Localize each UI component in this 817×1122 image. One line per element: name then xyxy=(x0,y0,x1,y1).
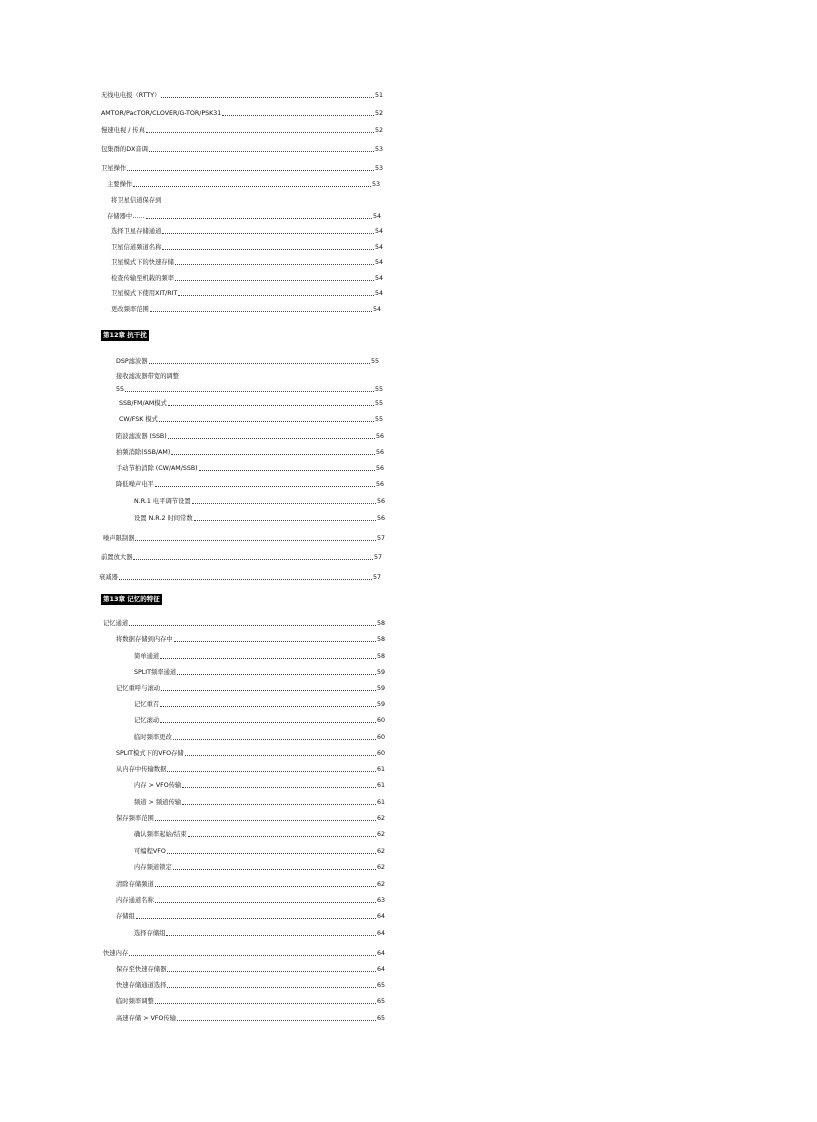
toc-entry xyxy=(116,371,381,381)
toc-entry xyxy=(119,414,383,424)
leader-dots xyxy=(167,971,376,972)
leader-dots xyxy=(168,405,374,406)
leader-dots xyxy=(192,503,376,504)
leader-dots xyxy=(149,363,370,364)
leader-dots xyxy=(167,853,376,854)
leader-dots xyxy=(149,151,374,152)
toc-entry xyxy=(119,398,383,408)
leader-dots xyxy=(135,540,376,541)
toc-entry xyxy=(111,195,383,205)
toc-entry xyxy=(134,651,385,661)
toc-entry-title: 确认频率起始/结束 xyxy=(134,831,187,838)
toc-entry-page: 54 xyxy=(374,275,383,282)
toc-entry-title: 卫星操作 xyxy=(101,165,127,172)
toc-entry-title: AMTOR/PacTOR/CLOVER/G-TOR/PSK31 xyxy=(101,110,222,117)
toc-entry xyxy=(134,667,385,677)
toc-entry-title: 简单通道 xyxy=(134,653,160,660)
toc-entry-title: 快速内存 xyxy=(103,950,129,957)
leader-dots xyxy=(222,115,374,116)
toc-entry xyxy=(116,634,385,644)
toc-entry-page: 65 xyxy=(376,982,385,989)
leader-dots xyxy=(155,820,376,821)
leader-dots xyxy=(185,755,376,756)
toc-entry xyxy=(116,1013,385,1023)
toc-entry-title: 记忆重呼与滚动 xyxy=(116,685,161,692)
leader-dots xyxy=(161,97,374,98)
leader-dots xyxy=(136,918,376,919)
leader-dots xyxy=(182,804,376,805)
toc-entry-title: 噪声限制器 xyxy=(103,535,135,542)
leader-dots xyxy=(177,1020,376,1021)
toc-entry-page: 61 xyxy=(376,782,385,789)
toc-entry-page: 62 xyxy=(376,831,385,838)
toc-entry-title: 存储器中…… xyxy=(107,213,145,220)
leader-dots xyxy=(173,869,376,870)
toc-entry-title: 内存通道名称 xyxy=(116,897,154,904)
toc-entry-title: 接收滤波器带宽的调整 xyxy=(116,373,179,380)
toc-entry-page: 57 xyxy=(373,554,382,561)
toc-entry-title: 卫星模式下的快速存储 xyxy=(111,259,174,266)
toc-entry-page: 52 xyxy=(374,110,383,117)
toc-entry-title: 记忆通道 xyxy=(103,620,129,627)
toc-entry-title: 卫星模式下使用XIT/RIT xyxy=(111,290,178,297)
toc-entry xyxy=(116,356,379,366)
toc-entry-page: 64 xyxy=(376,930,385,937)
leader-dots xyxy=(175,280,374,281)
toc-entry-title: CW/FSK 模式 xyxy=(119,416,158,423)
toc-entry-title: 更改频率范围 xyxy=(111,306,149,313)
toc-entry xyxy=(103,533,385,543)
toc-entry xyxy=(134,496,385,506)
toc-entry xyxy=(134,846,385,856)
toc-entry xyxy=(134,732,385,742)
toc-entry-page: 52 xyxy=(374,127,383,134)
leader-dots xyxy=(129,955,376,956)
toc-entry-title: 主要操作 xyxy=(107,181,133,188)
toc-entry-page: 55 xyxy=(374,416,383,423)
toc-entry-page: 61 xyxy=(376,766,385,773)
toc-entry xyxy=(111,226,383,236)
toc-entry-page: 62 xyxy=(376,815,385,822)
leader-dots xyxy=(174,641,376,642)
toc-entry-title: SPLIT频率通道 xyxy=(134,669,177,676)
toc-entry xyxy=(111,273,383,283)
toc-entry-title: 可编程VFO xyxy=(134,848,166,855)
toc-entry-page: 65 xyxy=(376,1015,385,1022)
toc-entry-page: 61 xyxy=(376,799,385,806)
toc-entry xyxy=(111,257,383,267)
toc-entry-page: 57 xyxy=(372,574,381,581)
toc-entry-page: 64 xyxy=(376,913,385,920)
toc-entry-page: 64 xyxy=(376,950,385,957)
toc-entry-page: 56 xyxy=(376,515,385,522)
toc-entry-title: SSB/FM/AM模式 xyxy=(119,400,167,407)
leader-dots xyxy=(167,987,376,988)
toc-entry-title: 保存频率范围 xyxy=(116,815,154,822)
toc-entry-title: 卫星信道频道名称 xyxy=(111,244,162,251)
toc-entry-page: 60 xyxy=(376,750,385,757)
toc-entry xyxy=(99,572,381,582)
toc-entry-title: 陷波滤波器 (SSB) xyxy=(116,433,167,440)
toc-entry-title: 选择存储组 xyxy=(134,930,166,937)
leader-dots xyxy=(171,454,375,455)
toc-entry xyxy=(116,431,384,441)
toc-entry xyxy=(116,384,383,394)
toc-entry xyxy=(116,996,385,1006)
leader-dots xyxy=(133,186,371,187)
toc-entry xyxy=(111,304,381,314)
toc-entry-page: 56 xyxy=(375,481,384,488)
leader-dots xyxy=(127,170,374,171)
toc-entry-title: 存储组 xyxy=(116,913,135,920)
toc-entry-title: 设置 N.R.2 时间常数 xyxy=(134,515,193,522)
toc-entry-title: 检查传输至机载的频率 xyxy=(111,275,174,282)
toc-entry-title: 高速存储 > VFO传输 xyxy=(116,1015,176,1022)
toc-entry-page: 59 xyxy=(376,701,385,708)
toc-entry-title: 55 xyxy=(116,386,125,393)
toc-entry-title: 降低噪声电平 xyxy=(116,481,154,488)
leader-dots xyxy=(155,886,376,887)
toc-entry-page: 54 xyxy=(374,228,383,235)
toc-entry-page: 53 xyxy=(374,165,383,172)
toc-entry-page: 53 xyxy=(374,146,383,153)
toc-entry-title: N.R.1 电平调节设置 xyxy=(134,498,191,505)
toc-entry-page: 58 xyxy=(376,636,385,643)
toc-entry xyxy=(134,928,385,938)
toc-entry-title: 内存 > VFO传输 xyxy=(134,782,182,789)
leader-dots xyxy=(160,722,376,723)
toc-entry xyxy=(107,179,380,189)
leader-dots xyxy=(162,249,374,250)
toc-entry xyxy=(134,699,385,709)
leader-dots xyxy=(168,438,375,439)
toc-entry xyxy=(134,862,385,872)
toc-entry-page: 56 xyxy=(375,465,384,472)
toc-entry xyxy=(134,829,385,839)
toc-entry-page: 60 xyxy=(376,717,385,724)
toc-entry-page: 62 xyxy=(376,848,385,855)
toc-entry-page: 55 xyxy=(370,358,379,365)
leader-dots xyxy=(155,486,375,487)
toc-entry-page: 59 xyxy=(376,685,385,692)
leader-dots xyxy=(161,690,376,691)
leader-dots xyxy=(182,787,376,788)
toc-entry xyxy=(134,780,385,790)
toc-entry xyxy=(116,479,384,489)
toc-entry-title: 临时频率更改 xyxy=(134,734,172,741)
toc-entry-title: 快速存储通道选择 xyxy=(116,982,167,989)
toc-entry-page: 51 xyxy=(374,92,383,99)
toc-entry-title: 无线电电报（RTTY） xyxy=(101,92,161,99)
toc-entry-page: 56 xyxy=(376,498,385,505)
toc-entry-title: 将卫星信道保存到 xyxy=(111,197,162,204)
toc-entry-title: 前置放大器 xyxy=(101,554,133,561)
toc-entry-page: 54 xyxy=(372,306,381,313)
toc-entry-title: 从内存中传输数据 xyxy=(116,766,167,773)
toc-entry xyxy=(116,463,384,473)
toc-entry xyxy=(116,764,385,774)
toc-entry-title: 慢速电视 / 传真 xyxy=(101,127,145,134)
toc-entry-page: 53 xyxy=(371,181,380,188)
leader-dots xyxy=(146,218,372,219)
toc-entry xyxy=(116,964,385,974)
toc-entry xyxy=(111,288,383,298)
toc-entry xyxy=(116,911,385,921)
chapter-heading: 第12章 抗干扰 xyxy=(103,331,147,339)
toc-entry-page: 56 xyxy=(375,449,384,456)
leader-dots xyxy=(167,771,376,772)
chapter-heading: 第13章 记忆的特征 xyxy=(103,595,160,603)
toc-entry-title: 频道 > 频道传输 xyxy=(134,799,182,806)
leader-dots xyxy=(166,935,376,936)
toc-entry-page: 63 xyxy=(376,897,385,904)
toc-entry xyxy=(103,618,385,628)
toc-entry xyxy=(101,90,383,100)
toc-entry-title: 手动节拍消除 (CW/AM/SSB) xyxy=(116,465,198,472)
leader-dots xyxy=(162,233,374,234)
toc-entry xyxy=(134,513,385,523)
toc-entry xyxy=(111,242,383,252)
toc-entry xyxy=(116,980,385,990)
toc-entry xyxy=(116,813,385,823)
leader-dots xyxy=(175,264,374,265)
toc-entry-page: 54 xyxy=(374,290,383,297)
toc-entry-page: 59 xyxy=(376,669,385,676)
toc-entry-title: 衰减器 xyxy=(99,574,118,581)
toc-entry-title: 将数据存储到内存中 xyxy=(116,636,173,643)
toc-entry xyxy=(101,163,383,173)
toc-entry-page: 56 xyxy=(375,433,384,440)
toc-entry-page: 64 xyxy=(376,966,385,973)
toc-entry-page: 55 xyxy=(374,400,383,407)
toc-entry-page: 65 xyxy=(376,998,385,1005)
toc-entry xyxy=(134,715,385,725)
toc-entry-title: 记忆重召 xyxy=(134,701,160,708)
toc-entry-title: SPLIT模式下的VFO存储 xyxy=(116,750,184,757)
leader-dots xyxy=(160,658,376,659)
leader-dots xyxy=(173,739,376,740)
toc-entry xyxy=(107,211,381,221)
toc-entry-page: 55 xyxy=(374,386,383,393)
leader-dots xyxy=(177,674,376,675)
toc-entry xyxy=(116,879,385,889)
toc-entry xyxy=(116,895,385,905)
toc-entry xyxy=(101,144,383,154)
leader-dots xyxy=(129,625,376,626)
leader-dots xyxy=(146,132,374,133)
toc-entry-title: 包集群的DX音调 xyxy=(101,146,148,153)
leader-dots xyxy=(160,706,376,707)
toc-entry xyxy=(101,552,382,562)
toc-entry-title: 临时频率调整 xyxy=(116,998,154,1005)
toc-entry xyxy=(101,108,383,118)
toc-entry xyxy=(116,683,385,693)
toc-entry-page: 62 xyxy=(376,864,385,871)
toc-entry-page: 58 xyxy=(376,620,385,627)
toc-entry xyxy=(116,447,384,457)
leader-dots xyxy=(150,311,372,312)
leader-dots xyxy=(125,391,374,392)
toc-entry-title: 选择卫星存储通道 xyxy=(111,228,162,235)
leader-dots xyxy=(178,295,374,296)
leader-dots xyxy=(194,520,376,521)
toc-entry-page: 57 xyxy=(376,535,385,542)
toc-entry-title: 记忆滚动 xyxy=(134,717,160,724)
toc-entry-title: 拍频消除(SSB/AM) xyxy=(116,449,171,456)
toc-entry-title: DSP滤波器 xyxy=(116,358,148,365)
toc-entry-title: 保存至快速存储器 xyxy=(116,966,167,973)
toc-entry-title: 内存频道锁定 xyxy=(134,864,172,871)
toc-entry xyxy=(103,948,385,958)
toc-entry-page: 54 xyxy=(374,244,383,251)
toc-entry-page: 54 xyxy=(372,213,381,220)
leader-dots xyxy=(155,1003,376,1004)
leader-dots xyxy=(199,470,375,471)
leader-dots xyxy=(188,836,376,837)
toc-entry xyxy=(116,748,385,758)
toc-entry xyxy=(134,797,385,807)
leader-dots xyxy=(119,579,372,580)
leader-dots xyxy=(133,559,373,560)
toc-entry-page: 62 xyxy=(376,881,385,888)
toc-entry-page: 54 xyxy=(374,259,383,266)
toc-entry-page: 60 xyxy=(376,734,385,741)
leader-dots xyxy=(159,421,374,422)
leader-dots xyxy=(155,902,376,903)
toc-entry xyxy=(101,125,383,135)
toc-entry-title: 清除存储频道 xyxy=(116,881,154,888)
toc-entry-page: 58 xyxy=(376,653,385,660)
